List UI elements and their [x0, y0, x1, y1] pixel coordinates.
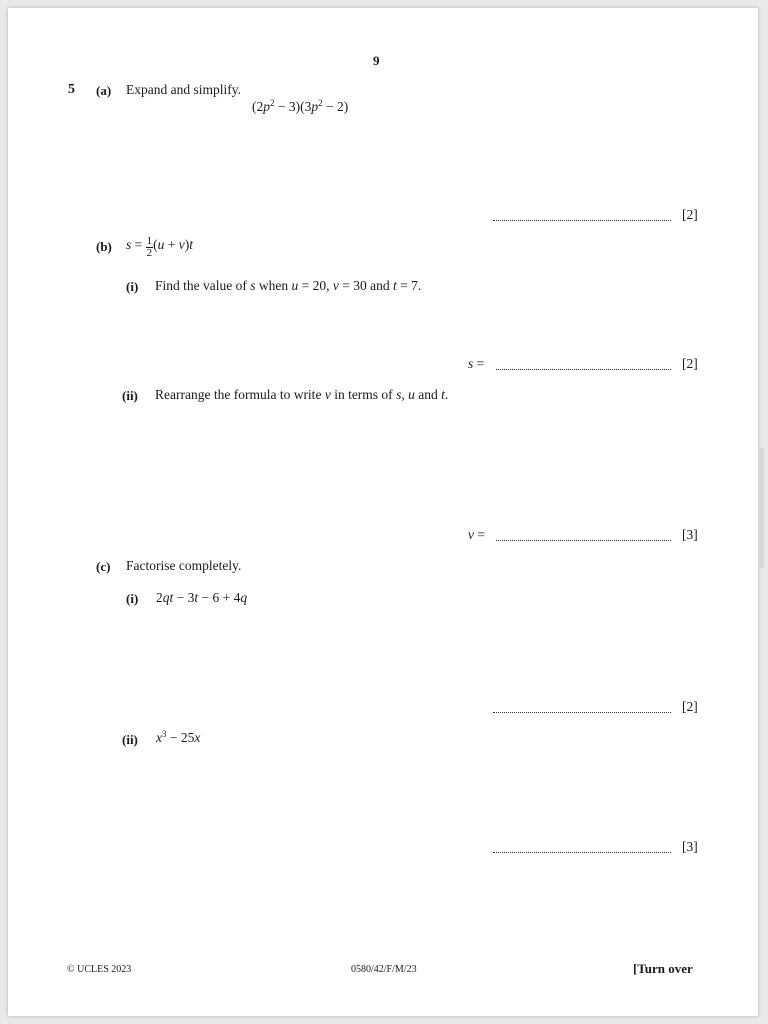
footer-paper-code: 0580/42/F/M/23: [351, 964, 417, 975]
part-c-ii-answer-line[interactable]: [493, 840, 671, 858]
part-c-ii-expression: $x^3 - 25x$: [156, 729, 201, 745]
part-c-ii-label: (ii): [122, 732, 138, 747]
part-a-answer-line[interactable]: [493, 208, 671, 226]
part-c-i-marks: [2]: [682, 699, 698, 714]
part-b-ii-text: Rearrange the formula to write v in terms of s, u and t.: [155, 387, 449, 402]
part-a-expression: $(2p^2 - 3)(3p^2 - 2)$: [252, 98, 349, 114]
turn-over-label: [Turn over: [633, 961, 693, 976]
part-c-i-expression: 2qt − 3t − 6 + 4q: [156, 590, 248, 605]
part-b-i-answer-prefix: s =: [468, 356, 485, 371]
exam-page: [8, 8, 758, 1016]
part-b-ii-label: (ii): [122, 388, 138, 403]
part-c-label: (c): [96, 559, 111, 574]
part-b-ii-answer-line[interactable]: [496, 528, 671, 546]
part-b-ii-answer-prefix: v =: [468, 527, 485, 542]
part-b-i-label: (i): [126, 279, 139, 294]
part-c-i-answer-line[interactable]: [493, 700, 671, 718]
part-a-marks: [2]: [682, 207, 698, 222]
part-a-label: (a): [96, 83, 112, 98]
part-b-i-text: Find the value of s when u = 20, v = 30 and t = 7.: [155, 278, 422, 293]
footer-copyright: © UCLES 2023: [67, 964, 132, 975]
part-c-instruction: Factorise completely.: [126, 558, 242, 573]
part-b-i-marks: [2]: [682, 356, 698, 371]
part-b-ii-marks: [3]: [682, 527, 698, 542]
part-c-i-label: (i): [126, 591, 139, 606]
part-b-formula: s = $\frac{1}{2}$ (u + v)t: [126, 235, 194, 259]
question-number: 5: [68, 82, 75, 97]
page-edge-tab: [758, 448, 764, 568]
part-c-ii-marks: [3]: [682, 839, 698, 854]
part-b-i-answer-line[interactable]: [496, 357, 671, 375]
page-number: 9: [373, 53, 380, 68]
part-b-label: (b): [96, 239, 112, 254]
part-a-instruction: Expand and simplify.: [126, 82, 241, 97]
